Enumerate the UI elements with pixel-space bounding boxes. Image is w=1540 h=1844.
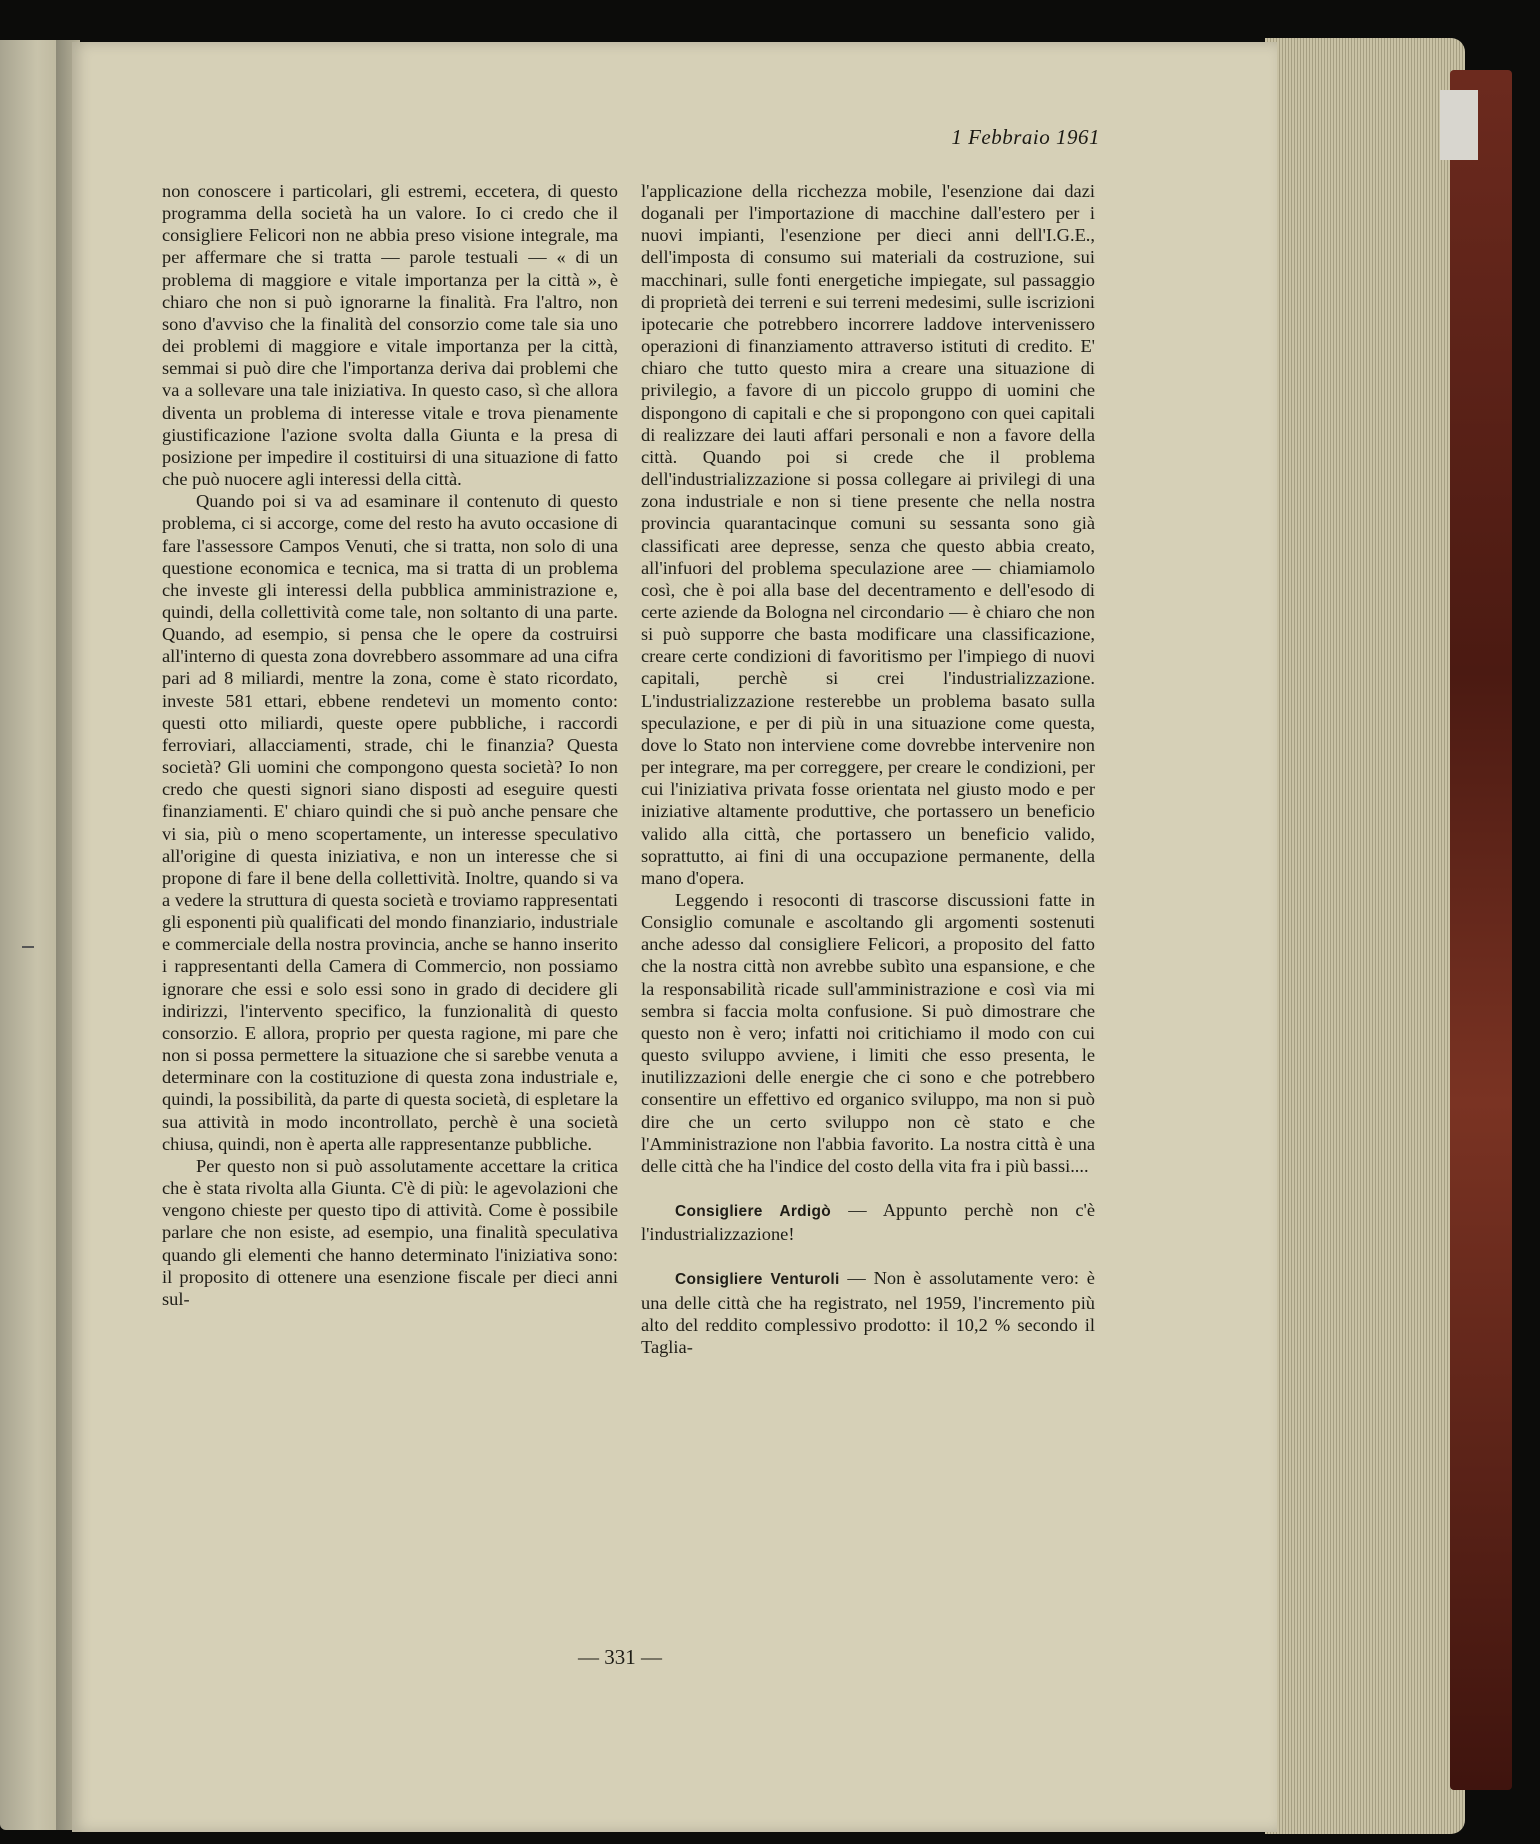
page-block-edges — [1265, 38, 1465, 1834]
paragraph: Leggendo i resoconti di trascorse discussioni fatte in Consiglio comunale e ascoltando gli argomenti sostenuti anche adesso dal consigliere Felicori, a proposito del fatto che la nostra città non avrebbe subìto una espansione, e che la responsabilità ricade sull'amministrazione e così via mi sembra si faccia molta confusione. Si può dimostrare che questo non è vero; infatti noi critichiamo il modo con cui questo sviluppo avviene, i limiti che esso presenta, le inutilizzazioni delle energie che ci sono e che potrebbero consentire un effettivo ed organico sviluppo, ma non si può dire che un certo sviluppo non cè stato e che l'Amministrazione non l'abbia favorito. La nostra città è una delle città che ha l'indice del costo della vita fra i più bassi.... — [641, 890, 1095, 1176]
marbled-cover — [1450, 70, 1512, 1790]
speaker-name: Consigliere Ardigò — [675, 1203, 832, 1221]
intervention-venturoli — [641, 1267, 1095, 1358]
running-head-date: 1 Febbraio 1961 — [951, 125, 1100, 149]
paragraph: Per questo non si può assolutamente accettare la critica che è stata rivolta alla Giunta. C'è di più: le agevolazioni che vengono chieste per questo tipo di attività. Come è possibile parlare che non esiste, ad esempio, una finalità speculativa quando gli elementi che hanno determinato l'iniziativa sono: il proposito di ottenere una esenzione fiscale per dieci anni sul- — [162, 1155, 618, 1309]
intervention-text: — Appunto perchè non c'è l'industrializzazione! — [641, 1200, 1095, 1245]
right-text-column — [641, 180, 1095, 1358]
intervention-text: — Non è assolutamente vero: è una delle città che ha registrato, nel 1959, l'incremento più alto del reddito complessivo prodotto: il 10,2 % secondo il Taglia- — [641, 1268, 1095, 1357]
paragraph: non conoscere i particolari, gli estremi, eccetera, di questo programma della società ha un valore. Io ci credo che il consigliere Felicori non ne abbia preso visione integrale, ma per affermare che si tratta — parole testuali — « di un problema di maggiore e vitale importanza per la città », è chiaro che non si può ignorarne la finalità. Fra l'altro, non sono d'avviso che la finalità del consorzio come tale sia uno dei problemi di maggiore e vitale importanza per la città, semmai si può dire che l'importanza deriva dai problemi che va a sollevare una tale iniziativa. In questo caso, sì che allora diventa un problema di interesse vitale e trova pienamente giustificazione l'azione svolta dalla Giunta e la presa di posizione per impedire il costituirsi di una situazione di fatto che può nuocere agli interessi della città. — [162, 181, 618, 490]
paragraph: Quando poi si va ad esaminare il contenuto di questo problema, ci si accorge, come del resto ha avuto occasione di fare l'assessore Campos Venuti, che si tratta, non solo di una questione economica e tecnica, ma si tratta di un problema che investe gli interessi della pubblica amministrazione e, quindi, della collettività come tale, non soltanto di una parte. Quando, ad esempio, si pensa che le opere da costruirsi all'interno di questa zona dovrebbero assommare ad una cifra pari ad 8 miliardi, mentre la zona, come è stato ricordato, investe 581 ettari, ebbene rendetevi un momento conto: questi otto miliardi, queste opere pubbliche, i raccordi ferroviari, allacciamenti, strade, chi le finanzia? Questa società? Gli uomini che compongono questa società? Io non credo che questi signori siano disposti ad eseguire questi finanziamenti. E' chiaro quindi che si può anche pensare che vi sia, più o meno scopertamente, un interesse speculativo all'origine di questa iniziativa, e non un interesse che si propone di fare il bene della collettività. Inoltre, quando si va a vedere la struttura di questa società e troviamo rappresentati gli esponenti più qualificati del mondo finanziario, industriale e commerciale della nostra provincia, anche se hanno inserito i rappresentanti della Camera di Commercio, non possiamo ignorare che essi e solo essi sono in grado di decidere gli indirizzi, l'intervento specifico, la funzionalità di questo consorzio. E allora, proprio per questa ragione, mi pare che non si possa permettere la situazione che si sarebbe venuta a determinare con la costituzione di questa zona industriale e, quindi, la possibilità, da parte di questa società, di espletare la sua attività in modo incontrollato, perchè è una società chiusa, quindi, non è aperta alle rappresentanze pubbliche. — [162, 491, 618, 1154]
paragraph: l'applicazione della ricchezza mobile, l'esenzione dai dazi doganali per l'importazione di macchine dall'estero per i nuovi impianti, l'esenzione per dieci anni dell'I.G.E., dell'imposta di consumo sui materiali da costruzione, sui macchinari, sulle fonti energetiche impiegate, sul passaggio di proprietà dei terreni e sui terreni medesimi, sulle iscrizioni ipotecarie che potrebbero incorrere laddove intervenissero operazioni di finanziamento attraverso istituti di credito. E' chiaro che tutto questo mira a creare una situazione di privilegio, a favore di un piccolo gruppo di uomini che dispongono di capitali e che si propongono con quei capitali di realizzare dei lauti affari personali e non a favore della città. Quando poi si crede che il problema dell'industrializzazione si possa collegare ai privilegi di una zona industriale e non si tiene presente che nella nostra provincia quarantacinque comuni su sessanta sono già classificati aree depresse, senza che questo abbia creato, all'infuori del problema speculazione aree — chiamiamolo così, che è poi alla base del decentramento e dell'esodo di certe aziende da Bologna nel circondario — è chiaro che non si può supporre che basta modificare una classificazione, creare certe condizioni di favoritismo per l'impiego di nuovi capitali, perchè si crei l'industrializzazione. L'industrializzazione resterebbe un problema basato sulla speculazione, e per di più in una situazione come questa, dove lo Stato non interviene come dovrebbe intervenire non per integrare, ma per correggere, per creare le condizioni, per cui l'iniziativa privata fosse orientata nel giusto modo e per iniziative altamente produttive, che portassero un beneficio valido alla città, che portassero un beneficio valido, soprattutto, ai fini di una occupazione permanente, della mano d'opera. — [641, 181, 1095, 888]
facing-page-edge — [0, 40, 62, 1830]
cover-corner — [1440, 90, 1478, 160]
intervention-ardigo — [641, 1199, 1095, 1245]
page-number: — 331 — — [578, 1645, 662, 1669]
left-text-column — [162, 180, 618, 1310]
margin-mark — [22, 946, 34, 948]
speaker-name: Consigliere Venturoli — [675, 1271, 840, 1289]
